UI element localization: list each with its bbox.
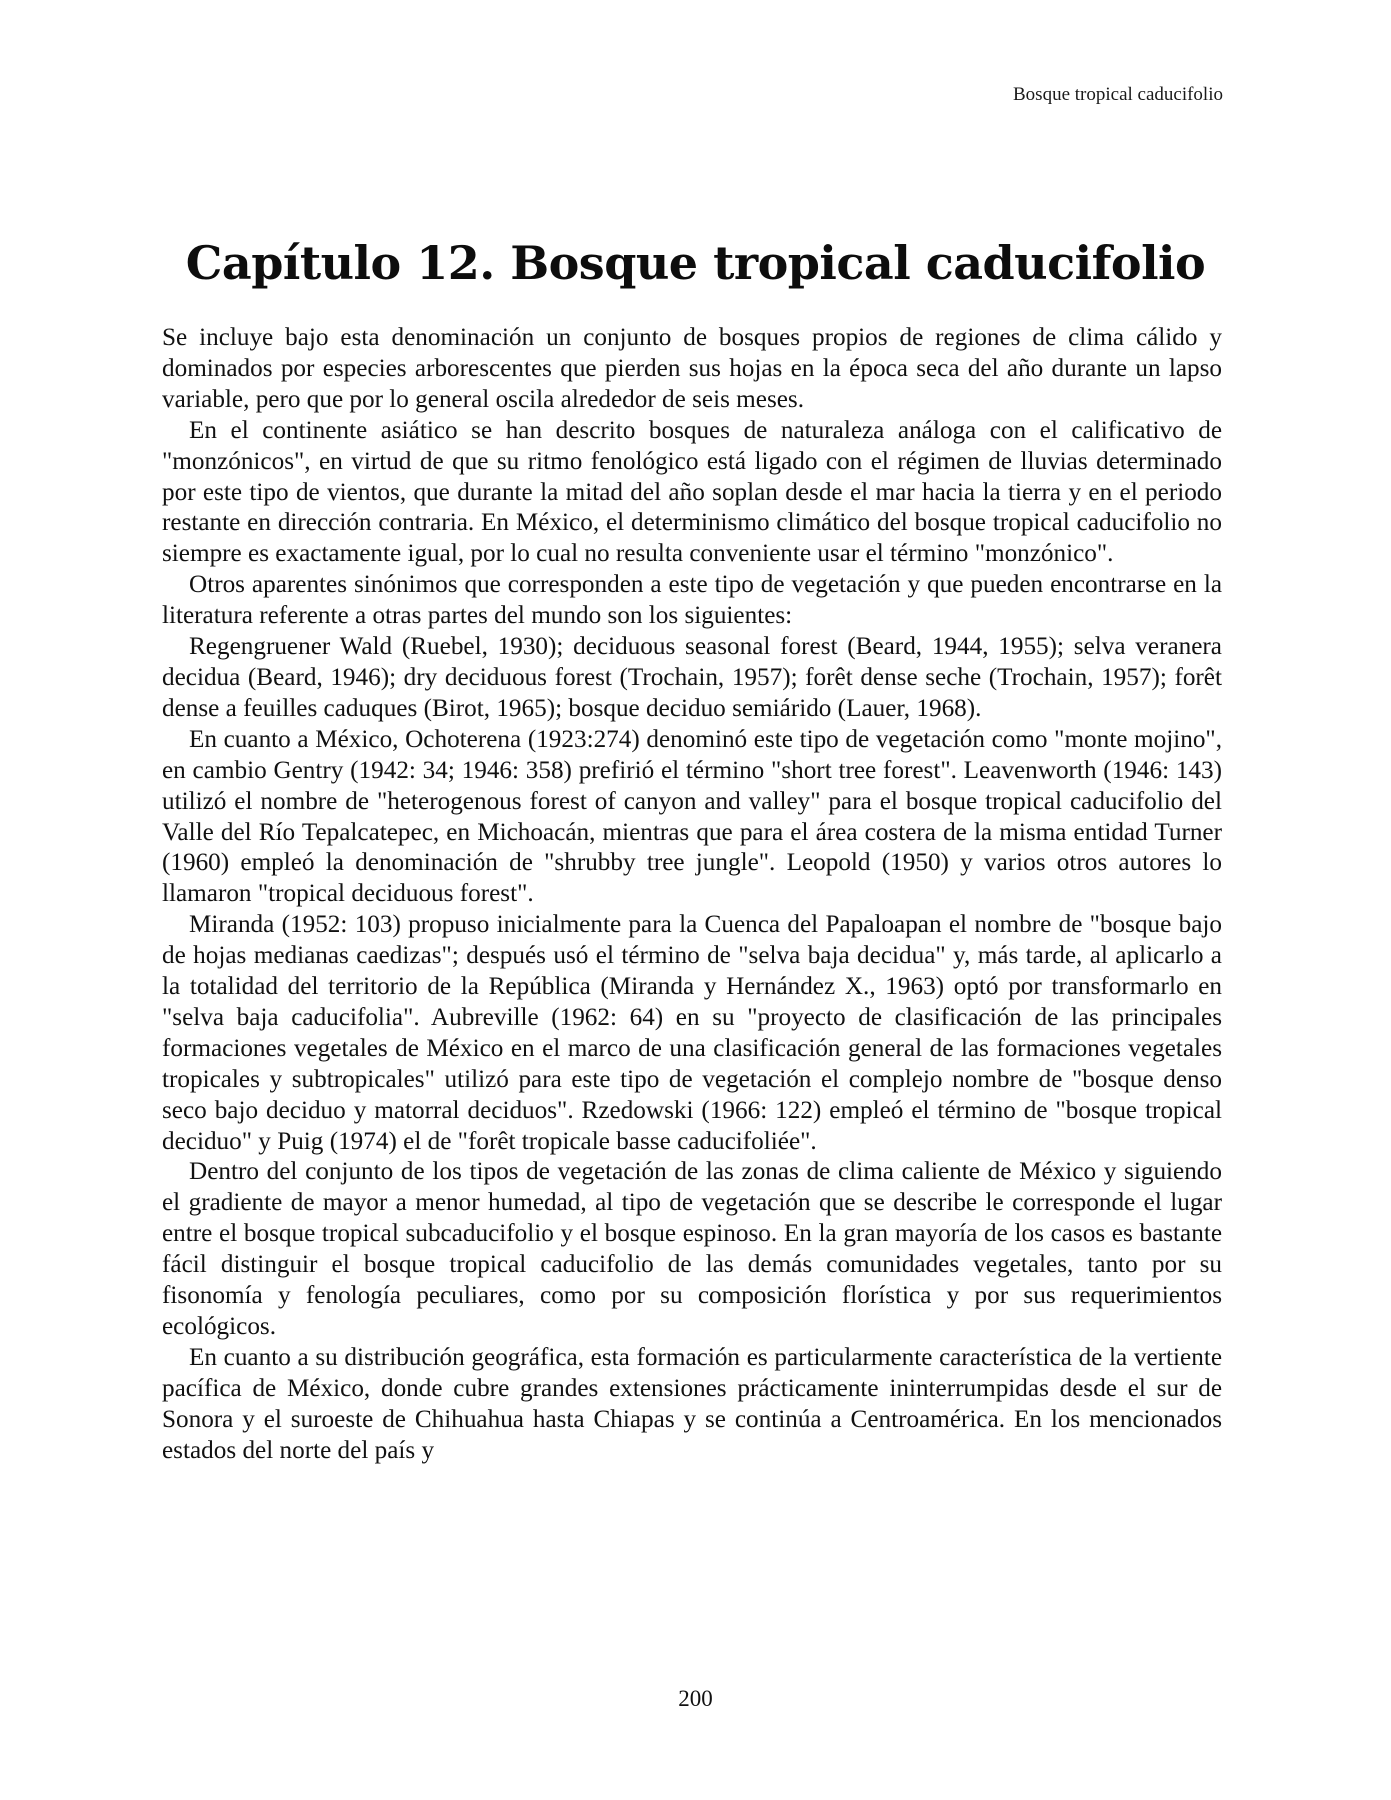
- body-text: [162, 323, 1222, 1467]
- page-number: 200: [678, 1686, 713, 1711]
- paragraph-distribution: En cuanto a su distribución geográfica, esta formación es particularmente característica de la vertiente pacífica de México, donde cubre grandes extensiones prácticamente ininterrumpidas desde el sur de Sonora y el suroeste de Chihuahua hasta Chiapas y se continúa a Centroamérica. En los mencionados estados del norte del país y: [162, 1343, 1222, 1464]
- running-header: Bosque tropical caducifolio: [1013, 84, 1223, 105]
- paragraph-intro: Se incluye bajo esta denominación un conjunto de bosques propios de regiones de clima cálido y dominados por especies arborescentes que pierden sus hojas en la época seca del año durante un lapso variable, pero que por lo general oscila alrededor de seis meses.: [162, 324, 1222, 413]
- paragraph-miranda: Miranda (1952: 103) propuso inicialmente para la Cuenca del Papaloapan el nombre de "bosque bajo de hojas medianas caedizas"; después usó el término de "selva baja decidua" y, más tarde, al aplicarlo a la totalidad del territorio de la República (Miranda y Hernández X., 1963) optó por transformarlo en "selva baja caducifolia". Aubreville (1962: 64) en su "proyecto de clasificación de las principales formaciones vegetales de México en el marco de una clasificación general de las formaciones vegetales tropicales y subtropicales" utilizó para este tipo de vegetación el complejo nombre de "bosque denso seco bajo deciduo y matorral deciduos". Rzedowski (1966: 122) empleó el término de "bosque tropical deciduo" y Puig (1974) el de "forêt tropicale basse caducifoliée".: [162, 911, 1222, 1155]
- paragraph-gradient: Dentro del conjunto de los tipos de vegetación de las zonas de clima caliente de México y siguiendo el gradiente de mayor a menor humedad, al tipo de vegetación que se describe le corresponde el lugar entre el bosque tropical subcaducifolio y el bosque espinoso. En la gran mayoría de los casos es bastante fácil distinguir el bosque tropical caducifolio de las demás comunidades vegetales, tanto por su fisonomía y fenología peculiares, como por su composición florística y por sus requerimientos ecológicos.: [162, 1158, 1222, 1340]
- paragraph-synonyms-list: Regengruener Wald (Ruebel, 1930); deciduous seasonal forest (Beard, 1944, 1955); selva veranera decidua (Beard, 1946); dry deciduous forest (Trochain, 1957); forêt dense seche (Trochain, 1957); forêt dense a feuilles caduques (Birot, 1965); bosque deciduo semiárido (Lauer, 1968).: [162, 633, 1222, 722]
- paragraph-mexico-names: En cuanto a México, Ochoterena (1923:274) denominó este tipo de vegetación como "monte mojino", en cambio Gentry (1942: 34; 1946: 358) prefirió el término "short tree forest". Leavenworth (1946: 143) utilizó el nombre de "heterogenous forest of canyon and valley" para el bosque tropical caducifolio del Valle del Río Tepalcatepec, en Michoacán, mientras que para el área costera de la misma entidad Turner (1960) empleó la denominación de "shrubby tree jungle". Leopold (1950) y varios otros autores lo llamaron "tropical deciduous forest".: [162, 725, 1222, 908]
- chapter-title: Capítulo 12. Bosque tropical caducifolio: [185, 236, 1206, 290]
- paragraph-monsoon: En el continente asiático se han descrito bosques de naturaleza análoga con el calificativo de "monzónicos", en virtud de que su ritmo fenológico está ligado con el régimen de lluvias determinado por este tipo de vientos, que durante la mitad del año soplan desde el mar hacia la tierra y en el periodo restante en dirección contraria. En México, el determinismo climático del bosque tropical caducifolio no siempre es exactamente igual, por lo cual no resulta conveniente usar el término "monzónico".: [162, 416, 1222, 568]
- paragraph-synonyms-intro: Otros aparentes sinónimos que corresponden a este tipo de vegetación y que pueden encontrarse en la literatura referente a otras partes del mundo son los siguientes:: [162, 571, 1222, 630]
